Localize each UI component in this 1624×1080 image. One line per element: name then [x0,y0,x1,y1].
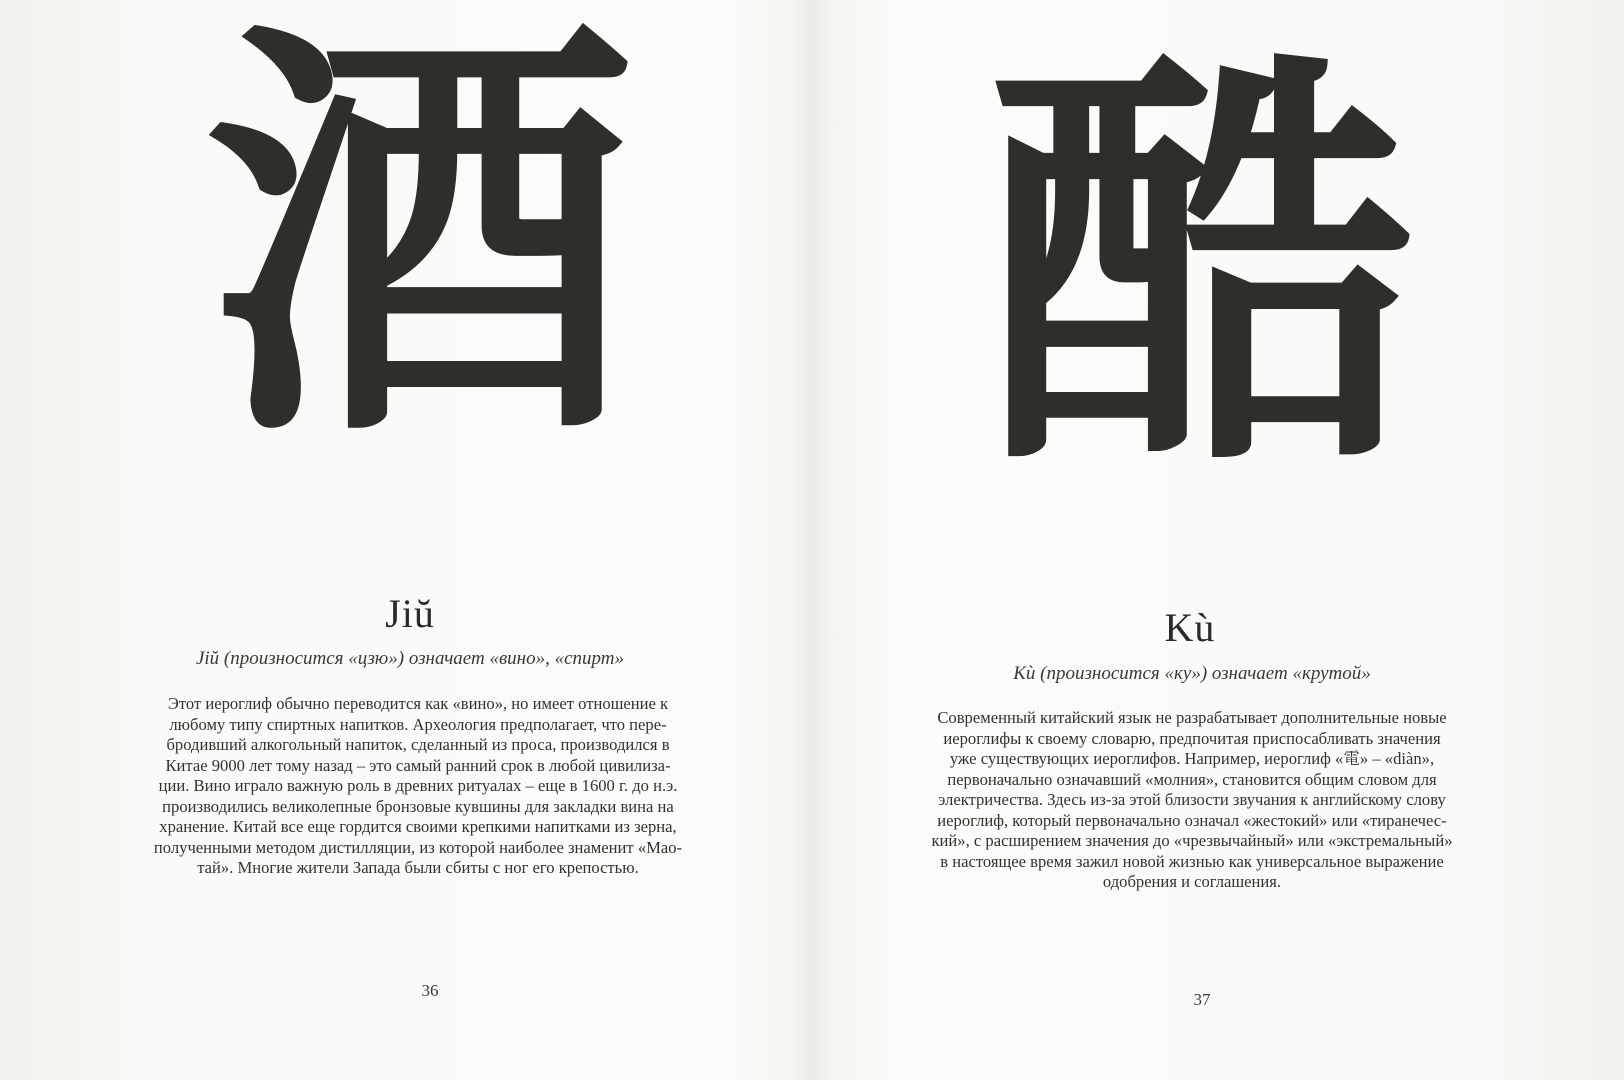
body-paragraph [108,694,728,879]
body-line: тай». Многие жители Запада были сбиты с ног его крепостью. [197,858,639,877]
hanzi-character: 酒 [205,0,635,490]
pinyin-heading: Kù [1164,605,1216,650]
right-page [812,0,1624,1080]
body-line: Китае 9000 лет тому назад – это самый ранний срок в любой цивилиза- [165,755,671,775]
body-line: кий», с расширением значения до «чрезвычайный» или «экстремальный» [931,831,1453,850]
pinyin-heading: Jiŭ [385,591,435,636]
body-line: первоначально означавший «молния», становится общим словом для [947,769,1437,789]
body-line: хранение. Китай все еще гордится своими крепкими напитками из зерна, [159,817,677,836]
body-line: в настоящее время зажил новой жизнью как универсальное выражение [940,851,1444,871]
meaning-subtitle: Kù (произносится «ку») означает «крутой» [1013,663,1371,684]
hanzi-character: 酷 [987,20,1417,520]
body-line: Современный китайский язык не разрабатывает дополнительные новые [937,708,1447,727]
meaning-subtitle: Jiŭ (произносится «цзю») означает «вино», «спирт» [195,648,625,669]
body-line: Этот иероглиф обычно переводится как «вино», но имеет отношение к [167,694,669,713]
body-line: ции. Вино играло важную роль в древних ритуалах – еще в 1600 г. до н.э. [158,776,678,795]
page-number: 37 [1193,990,1211,1009]
body-line: одобрения и соглашения. [1102,872,1282,891]
body-line: иероглифы к своему словарю, предпочитая приспосабливать значения [943,728,1441,748]
body-line: любому типу спиртных напитков. Археология предполагает, что пере- [169,714,667,734]
body-line: производились великолепные бронзовые кувшины для закладки вина на [162,796,674,816]
page-number: 36 [421,981,439,1000]
body-line: иероглиф, который первоначально означал «жестокий» или «тиранечес- [937,810,1447,830]
body-line: полученными методом дистилляции, из которой наиболее знаменит «Мао- [153,837,683,857]
body-line: уже существующих иероглифов. Например, иероглиф «電» – «diàn», [949,749,1435,768]
body-line: бродивший алкогольный напиток, сделанный из проса, производился в [166,735,670,754]
body-paragraph [882,708,1502,893]
body-line: электричества. Здесь из-за этой близости звучания к английскому слову [938,790,1446,809]
